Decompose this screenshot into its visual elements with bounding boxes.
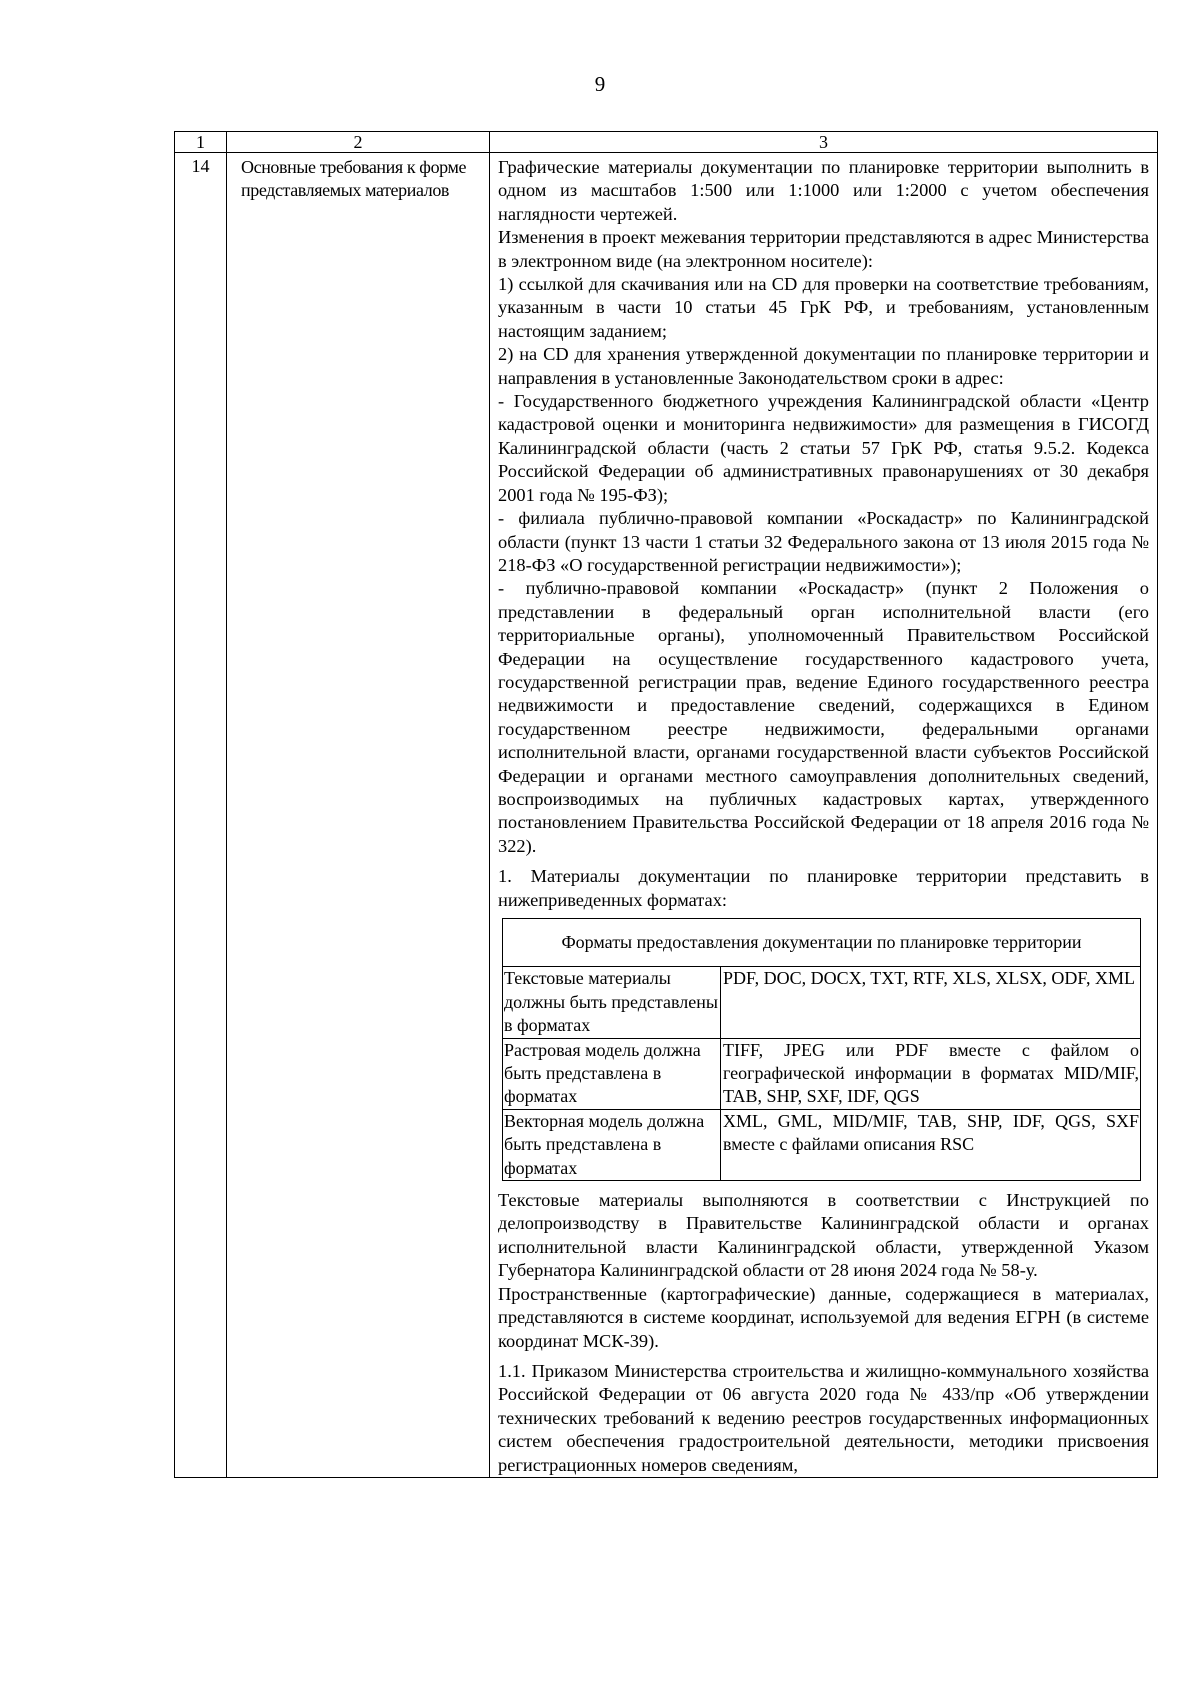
column-header-2: 2 [227,132,490,153]
paragraph: 1) ссылкой для скачивания или на CD для проверки на соответствие требованиям, указанным в части 10 статьи 45 ГрК РФ, и требованиям, установленным настоящим заданием; [498,274,1149,341]
paragraph: Пространственные (картографические) данные, содержащиеся в материалах, представляются в системе координат, используемой для ведения ЕГРН (в системе координат МСК-39). [498,1283,1149,1351]
paragraph: - филиала публично-правовой компании «Роскадастр» по Калининградской области (пункт 13 части 1 статьи 32 Федерального закона от 13 июля 2015 года № 218-ФЗ «О государственной регистрации недвижимости»); [498,508,1149,575]
format-label: Текстовые материалы должны быть представлены в форматах [503,967,721,1038]
requirement-name: Основные требования к форме представляемых материалов [227,153,490,1478]
paragraph: - Государственного бюджетного учреждения Калининградской области «Центр кадастровой оценки и мониторинга недвижимости» для размещения в ГИСОГД Калининградской области (часть 2 статьи 57 ГрК РФ, статья 9.5.2. Кодекса Российской Федерации об административных правонарушениях от 30 декабря 2001 года № 195-ФЗ); [498,391,1149,505]
column-header-1: 1 [175,132,227,153]
formats-intro: 1. Материалы документации по планировке территории представить в нижеприведенных форматах: [498,866,1149,910]
formats-row [503,967,1141,1038]
paragraph: 1.1. Приказом Министерства строительства и жилищно-коммунального хозяйства Российской Федерации от 06 августа 2020 года № 433/пр «Об утверждении технических требований к ведению реестров государственных информационных систем обеспечения градостроительной деятельности, методики присвоения регистрационных номеров сведениям, [498,1360,1149,1475]
formats-table [502,918,1141,1181]
requirement-content [490,153,1158,1478]
row-number: 14 [175,153,227,1478]
format-value: TIFF, JPEG или PDF вместе с файлом о географической информации в форматах MID/MIF, TAB, SHP, SXF, IDF, QGS [721,1038,1141,1109]
format-label: Векторная модель должна быть представлена в форматах [503,1109,721,1180]
formats-table-title: Форматы предоставления документации по планировке территории [503,919,1141,967]
table-header-row [175,132,1158,153]
page-number: 9 [594,72,606,96]
formats-row [503,1109,1141,1180]
paragraph: Графические материалы документации по планировке территории выполнить в одном из масштабов 1:500 или 1:1000 или 1:2000 с учетом обеспечения наглядности чертежей. [498,157,1149,224]
formats-row [503,1038,1141,1109]
paragraph: Изменения в проект межевания территории представляются в адрес Министерства в электронном виде (на электронном носителе): [498,227,1149,271]
requirements-table [174,131,1158,1478]
column-header-3: 3 [490,132,1158,153]
paragraph: 2) на CD для хранения утвержденной документации по планировке территории и направления в установленные Законодательством сроки в адрес: [498,344,1149,388]
format-value: XML, GML, MID/MIF, TAB, SHP, IDF, QGS, SXF вместе с файлами описания RSC [721,1109,1141,1180]
table-row [175,153,1158,1478]
format-label: Растровая модель должна быть представлена в форматах [503,1038,721,1109]
paragraph: - публично-правовой компании «Роскадастр» (пункт 2 Положения о представлении в федеральный орган исполнительной власти (его территориальные органы), уполномоченный Правительством Российской Федерации на осуществление государственного кадастрового учета, государственной регистрации прав, ведение Единого государственного реестра недвижимости и предоставление сведений, содержащихся в Едином государственном реестре недвижимости, федеральными органами исполнительной власти, органами государственной власти субъектов Российской Федерации и органами местного самоуправления дополнительных сведений, воспроизводимых на публичных кадастровых картах, утвержденного постановлением Правительства Российской Федерации от 18 апреля 2016 года № 322). [498,578,1149,856]
paragraph: Текстовые материалы выполняются в соответствии с Инструкцией по делопроизводству в Правительстве Калининградской области и органах исполнительной власти Калининградской области, утвержденной Указом Губернатора Калининградской области от 28 июня 2024 года № 58-у. [498,1190,1149,1281]
format-value: PDF, DOC, DOCX, TXT, RTF, XLS, XLSX, ODF, XML [721,967,1141,1038]
